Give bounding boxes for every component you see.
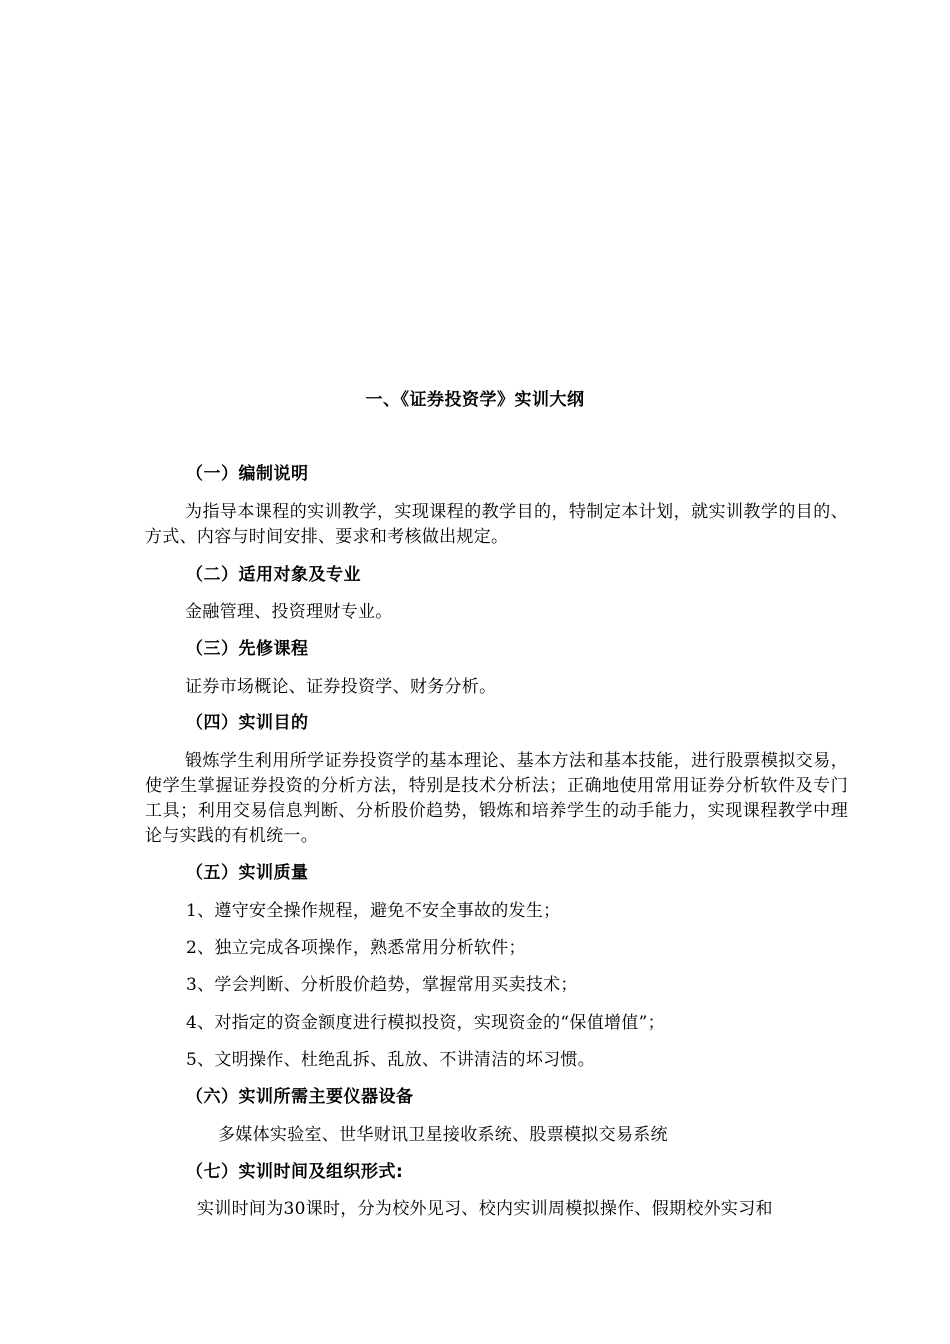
section-heading-5: （五）实训质量 [186,863,309,883]
section-heading-7: （七）实训时间及组织形式: [186,1162,404,1182]
quality-item: 1、遵守安全操作规程，避免不安全事故的发生； [186,901,561,921]
quality-item: 2、独立完成各项操作，熟悉常用分析软件； [186,938,526,958]
section-heading-3: （三）先修课程 [186,639,309,659]
section-body-1: 为指导本课程的实训教学，实现课程的教学目的，特制定本计划，就实训教学的目的、方式、内容与时间安排、要求和考核做出规定。 [145,502,848,547]
quality-item: 3、学会判断、分析股价趋势，掌握常用买卖技术； [186,975,578,995]
quality-item: 4、对指定的资金额度进行模拟投资，实现资金的“保值增值”； [186,1013,665,1033]
document-title: 一、《证券投资学》实训大纲 [365,390,585,410]
section-body-7: 实训时间为30课时，分为校外见习、校内实训周模拟操作、假期校外实习和 [197,1199,773,1219]
section-body-3: 证券市场概论、证券投资学、财务分析。 [185,677,497,697]
quality-item: 5、文明操作、杜绝乱拆、乱放、不讲清洁的坏习惯。 [186,1050,596,1070]
section-body-2: 金融管理、投资理财专业。 [185,602,393,622]
section-heading-1: （一）编制说明 [186,464,309,484]
section-heading-4: （四）实训目的 [186,713,309,733]
section-heading-2: （二）适用对象及专业 [186,565,361,585]
section-body-4: 锻炼学生利用所学证券投资学的基本理论、基本方法和基本技能，进行股票模拟交易，使学生掌握证券投资的分析方法，特别是技术分析法；正确地使用常用证券分析软件及专门工具；利用交易信息判断、分析股价趋势，锻炼和培养学生的动手能力，实现课程教学中理论与实践的有机统一。 [145,751,848,846]
section-body-6: 多媒体实验室、世华财讯卫星接收系统、股票模拟交易系统 [218,1125,668,1145]
section-heading-6: （六）实训所需主要仪器设备 [186,1087,414,1107]
